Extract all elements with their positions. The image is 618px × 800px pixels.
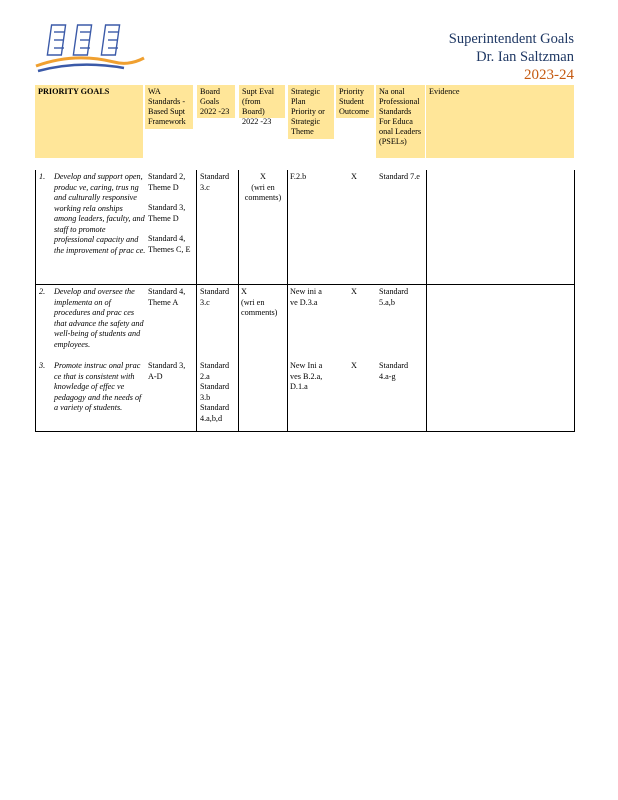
table-border-bottom <box>35 431 575 432</box>
supt-eval-note: (wri en <box>251 182 275 192</box>
goal-text: Develop and oversee the implementa on of procedures and prac ces that advance the safety and well-being of students and employees. <box>54 287 144 349</box>
supt-eval-note: comments) <box>241 308 278 317</box>
goal-text: Promote instruc onal prac ce that is consistent with knowledge of effec ve pedagogy and the needs of a variety of students. <box>54 361 142 412</box>
col-priority-outcome: Priority Student Outcome <box>336 85 374 118</box>
wa-standard <box>148 172 194 255</box>
table-divider <box>287 170 288 432</box>
psel-standard: Standard 5.a,b <box>379 287 409 307</box>
wa-standard-item: Standard 3, Theme D <box>148 203 186 223</box>
wa-standard <box>148 361 190 382</box>
strategic-plan: New Ini a ves B.2.a, D.1.a <box>290 361 323 391</box>
district-logo-icon <box>34 22 146 76</box>
table-divider <box>426 170 427 432</box>
col-evidence: Evidence <box>426 85 574 158</box>
psel-standard: Standard 7.e <box>379 172 420 181</box>
goal-item <box>39 172 145 282</box>
goal-number: 1. <box>39 172 46 181</box>
supt-eval-note: comments) <box>244 193 282 202</box>
table-border-right <box>574 170 575 432</box>
col-board-goals: Board Goals 2022 -23 <box>197 85 235 118</box>
wa-standard-item: Standard 2, Theme D <box>148 172 186 192</box>
goal-item <box>39 287 145 357</box>
table-divider <box>238 170 239 432</box>
goal-text: Develop and support open, produc ve, caring, trus ng and culturally responsive working rela onships among leaders, faculty, and staff to promote professional capacity and the improvement of prac ce. <box>54 172 146 255</box>
col-supt-eval: Supt Eval (from Board) 2022 -23 <box>239 85 285 118</box>
wa-standard-item: Standard 3, A-D <box>148 361 186 381</box>
supt-eval-mark: X <box>241 287 247 296</box>
board-goal: Standard 2.a Standard 3.b Standard 4.a,b,d <box>200 361 230 423</box>
supt-eval <box>241 287 287 319</box>
col-psel: Na onal Professional Standards For Educa onal Leaders (PSELs) <box>376 85 425 158</box>
superintendent-name: Dr. Ian Saltzman <box>476 49 574 65</box>
board-goal: Standard 3.c <box>200 287 230 307</box>
doc-title: Superintendent Goals <box>448 31 574 47</box>
col-priority-goals: PRIORITY GOALS <box>35 85 143 158</box>
priority-outcome: X <box>351 287 357 296</box>
col-wa-standards: WA Standards - Based Supt Framework <box>145 85 193 129</box>
strategic-plan: F.2.b <box>290 172 307 181</box>
goal-item <box>39 361 145 427</box>
supt-eval-note: (wri en <box>241 297 265 307</box>
priority-outcome: X <box>351 172 357 181</box>
supt-eval-mark: X <box>260 172 266 181</box>
goal-number: 2. <box>39 287 46 296</box>
row-divider <box>35 284 575 285</box>
wa-standard <box>148 287 194 308</box>
board-goal: Standard 3.c <box>200 172 230 192</box>
wa-standard-item: Standard 4, Themes C, E <box>148 234 191 254</box>
psel-standard: Standard 4.a-g <box>379 361 409 381</box>
col-strategic-plan: Strategic Plan Priority or Strategic Theme <box>288 85 334 139</box>
school-year: 2023-24 <box>524 67 574 83</box>
wa-standard-item: Standard 4, Theme A <box>148 287 186 307</box>
goal-number: 3. <box>39 361 46 370</box>
table-border-left <box>35 170 36 432</box>
table-divider <box>196 170 197 432</box>
document-header <box>449 30 574 84</box>
priority-outcome: X <box>351 361 357 370</box>
strategic-plan: New ini a ve D.3.a <box>290 287 322 307</box>
supt-eval <box>240 172 286 204</box>
